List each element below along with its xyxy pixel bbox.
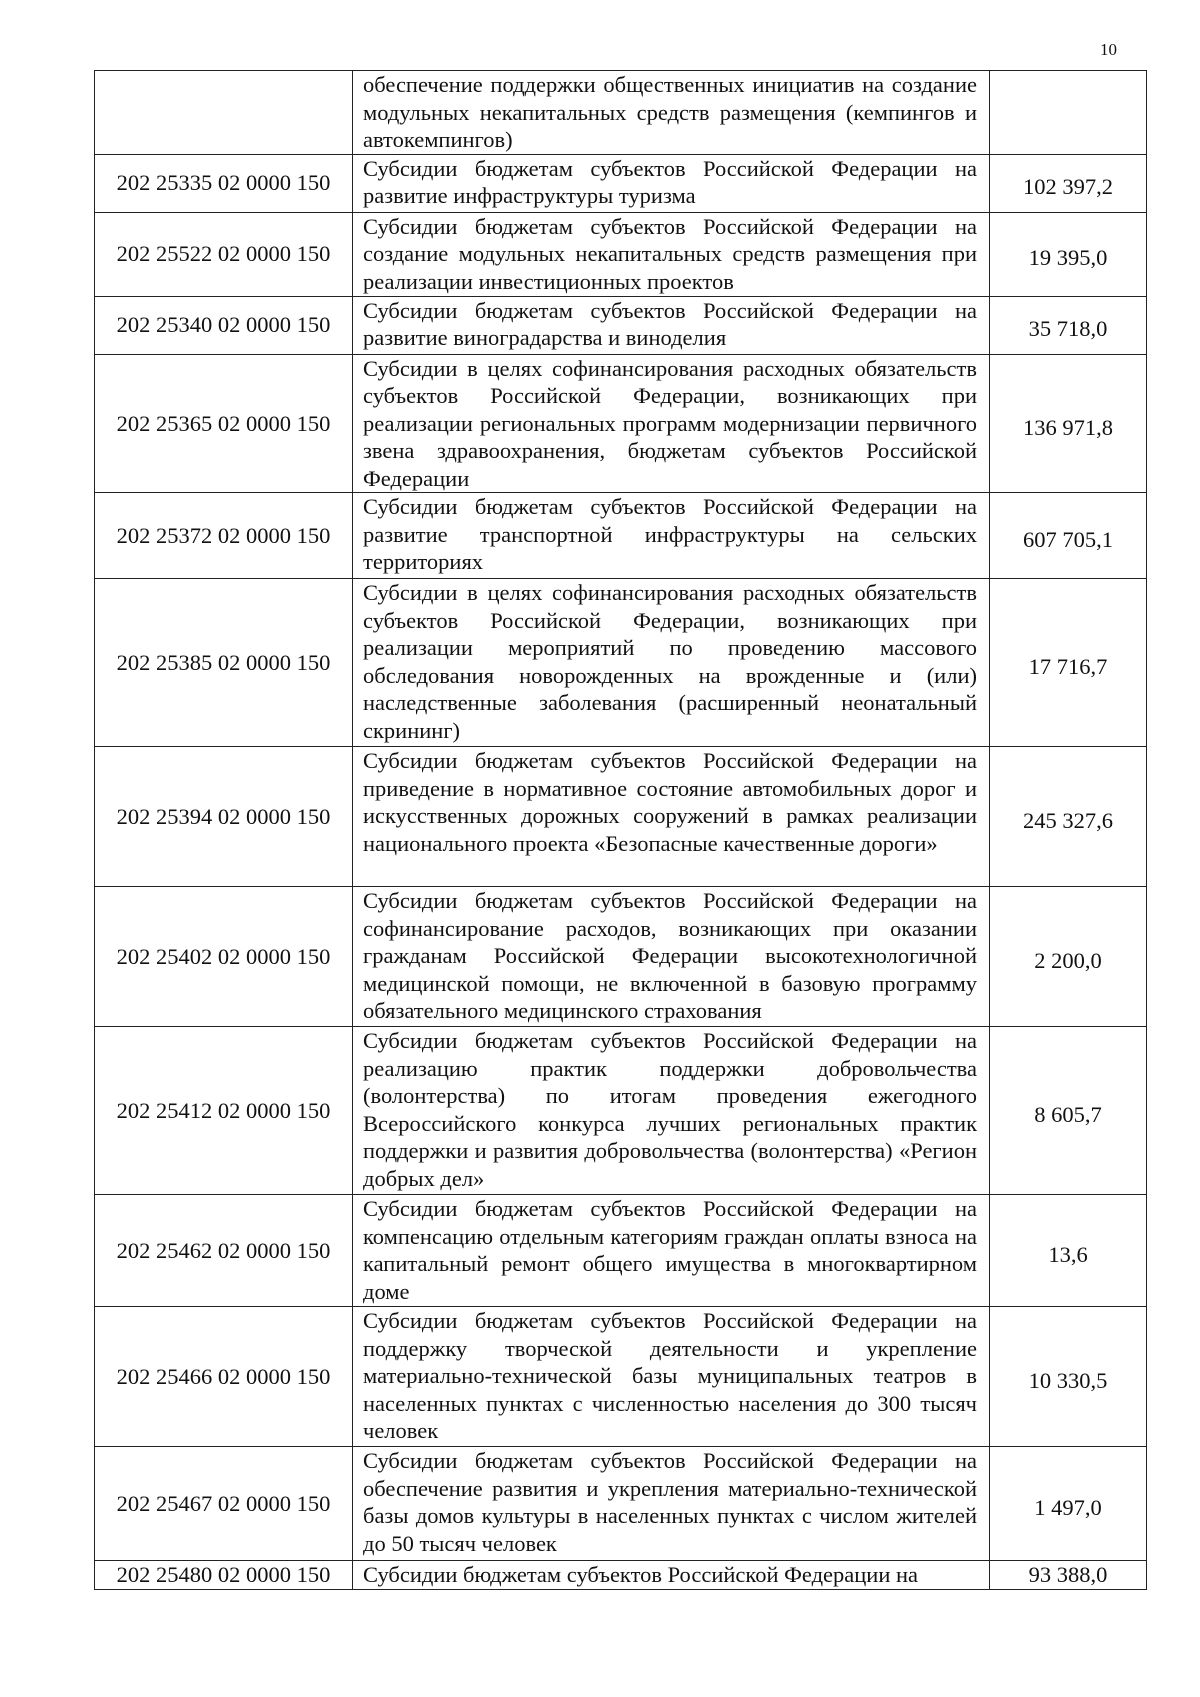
amount-cell: 136 971,8 <box>990 354 1147 493</box>
table-row <box>95 354 1147 493</box>
table-row <box>95 1195 1147 1307</box>
budget-revenue-table <box>94 70 1147 1590</box>
budget-code-cell: 202 25340 02 0000 150 <box>95 296 353 354</box>
budget-code-cell <box>95 71 353 155</box>
description-cell: Субсидии бюджетам субъектов Российской Федерации на создание модульных некапитальных средств размещения при реализации инвестиционных проектов <box>353 212 990 296</box>
amount-cell: 93 388,0 <box>990 1561 1147 1590</box>
budget-code-cell: 202 25466 02 0000 150 <box>95 1307 353 1447</box>
table-row <box>95 1027 1147 1195</box>
table-row <box>95 212 1147 296</box>
amount-cell: 8 605,7 <box>990 1027 1147 1195</box>
amount-cell: 10 330,5 <box>990 1307 1147 1447</box>
amount-cell: 2 200,0 <box>990 887 1147 1027</box>
budget-code-cell: 202 25385 02 0000 150 <box>95 579 353 747</box>
description-cell: Субсидии бюджетам субъектов Российской Федерации на реализацию практик поддержки добровольчества (волонтерства) по итогам проведения ежегодного Всероссийского конкурса лучших региональных практик поддержки и развития добровольчества (волонтерства) «Регион добрых дел» <box>353 1027 990 1195</box>
amount-cell: 607 705,1 <box>990 493 1147 579</box>
table-row <box>95 154 1147 212</box>
table-row <box>95 747 1147 887</box>
description-cell: Субсидии бюджетам субъектов Российской Федерации на <box>353 1561 990 1590</box>
amount-cell: 17 716,7 <box>990 579 1147 747</box>
budget-code-cell: 202 25467 02 0000 150 <box>95 1447 353 1561</box>
amount-cell: 102 397,2 <box>990 154 1147 212</box>
page-number: 10 <box>1100 40 1117 59</box>
budget-code-cell: 202 25394 02 0000 150 <box>95 747 353 887</box>
table-row <box>95 1307 1147 1447</box>
amount-cell: 13,6 <box>990 1195 1147 1307</box>
budget-code-cell: 202 25480 02 0000 150 <box>95 1561 353 1590</box>
budget-code-cell: 202 25365 02 0000 150 <box>95 354 353 493</box>
amount-cell: 35 718,0 <box>990 296 1147 354</box>
budget-code-cell: 202 25522 02 0000 150 <box>95 212 353 296</box>
table-row <box>95 1561 1147 1590</box>
budget-code-cell: 202 25372 02 0000 150 <box>95 493 353 579</box>
table-row <box>95 887 1147 1027</box>
description-cell: Субсидии бюджетам субъектов Российской Федерации на приведение в нормативное состояние автомобильных дорог и искусственных дорожных сооружений в рамках реализации национального проекта «Безопасные качественные дороги» <box>353 747 990 887</box>
amount-cell: 245 327,6 <box>990 747 1147 887</box>
description-cell: Субсидии бюджетам субъектов Российской Федерации на компенсацию отдельным категориям граждан оплаты взноса на капитальный ремонт общего имущества в многоквартирном доме <box>353 1195 990 1307</box>
description-cell: Субсидии бюджетам субъектов Российской Федерации на поддержку творческой деятельности и укрепление материально-технической базы муниципальных театров в населенных пунктах с численностью населения до 300 тысяч человек <box>353 1307 990 1447</box>
description-cell: Субсидии бюджетам субъектов Российской Федерации на софинансирование расходов, возникающих при оказании гражданам Российской Федерации высокотехнологичной медицинской помощи, не включенной в базовую программу обязательного медицинского страхования <box>353 887 990 1027</box>
description-cell: обеспечение поддержки общественных инициатив на создание модульных некапитальных средств размещения (кемпингов и автокемпингов) <box>353 71 990 155</box>
table-row <box>95 296 1147 354</box>
budget-code-cell: 202 25402 02 0000 150 <box>95 887 353 1027</box>
description-cell: Субсидии бюджетам субъектов Российской Федерации на обеспечение развития и укрепления материально-технической базы домов культуры в населенных пунктах с числом жителей до 50 тысяч человек <box>353 1447 990 1561</box>
description-cell: Субсидии в целях софинансирования расходных обязательств субъектов Российской Федерации, возникающих при реализации мероприятий по проведению массового обследования новорожденных на врожденные и (или) наследственные заболевания (расширенный неонатальный скрининг) <box>353 579 990 747</box>
description-cell: Субсидии бюджетам субъектов Российской Федерации на развитие инфраструктуры туризма <box>353 154 990 212</box>
budget-code-cell: 202 25412 02 0000 150 <box>95 1027 353 1195</box>
amount-cell <box>990 71 1147 155</box>
table-row <box>95 71 1147 155</box>
amount-cell: 19 395,0 <box>990 212 1147 296</box>
budget-code-cell: 202 25462 02 0000 150 <box>95 1195 353 1307</box>
description-cell: Субсидии в целях софинансирования расходных обязательств субъектов Российской Федерации, возникающих при реализации региональных программ модернизации первичного звена здравоохранения, бюджетам субъектов Российской Федерации <box>353 354 990 493</box>
budget-code-cell: 202 25335 02 0000 150 <box>95 154 353 212</box>
description-cell: Субсидии бюджетам субъектов Российской Федерации на развитие виноградарства и виноделия <box>353 296 990 354</box>
amount-cell: 1 497,0 <box>990 1447 1147 1561</box>
table-row <box>95 493 1147 579</box>
description-cell: Субсидии бюджетам субъектов Российской Федерации на развитие транспортной инфраструктуры на сельских территориях <box>353 493 990 579</box>
table-row <box>95 1447 1147 1561</box>
table-row <box>95 579 1147 747</box>
